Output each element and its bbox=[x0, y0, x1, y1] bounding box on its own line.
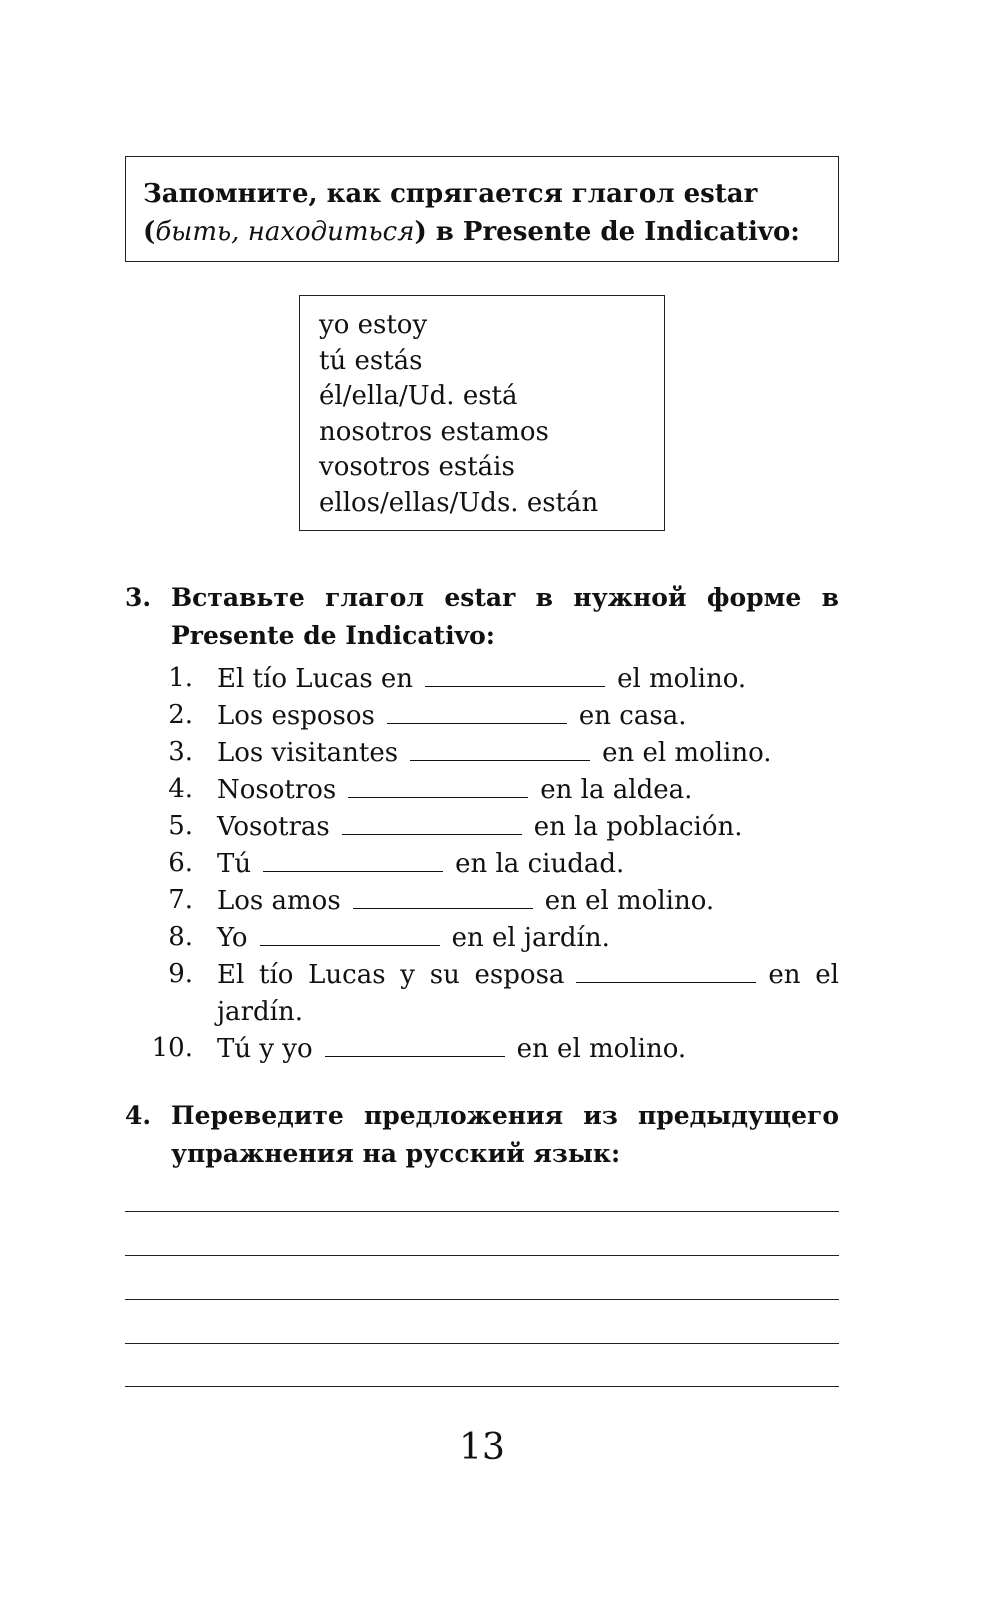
exercise-item bbox=[125, 882, 839, 919]
conjugation-line: él/ella/Ud. está bbox=[319, 381, 518, 411]
item-text-after: en el jardín. bbox=[217, 960, 839, 1027]
item-text-after: en la población. bbox=[533, 812, 743, 842]
item-number: 3. bbox=[168, 737, 193, 767]
item-number: 6. bbox=[168, 848, 193, 878]
item-number: 7. bbox=[168, 885, 193, 915]
answer-blank[interactable] bbox=[353, 882, 533, 909]
rule-line-1: Запомните, как спрягается глагол estar bbox=[143, 179, 758, 209]
item-text-before: Vosotras bbox=[217, 812, 330, 842]
exercise-item bbox=[125, 734, 839, 771]
exercise-item bbox=[125, 771, 839, 808]
writing-line[interactable] bbox=[125, 1211, 839, 1212]
item-text-after: en el jardín. bbox=[451, 923, 610, 953]
conjugation-line: yo estoy bbox=[319, 310, 428, 340]
exercise-item bbox=[125, 660, 839, 697]
item-text-before: Tú bbox=[217, 849, 252, 879]
writing-line[interactable] bbox=[125, 1386, 839, 1387]
item-text-after: en el molino. bbox=[602, 738, 772, 768]
item-text-after: el molino. bbox=[617, 664, 747, 694]
rule-line-2: ) в Presente de Indicativo: bbox=[414, 217, 800, 247]
rule-box bbox=[125, 156, 839, 262]
conjugation-box bbox=[299, 295, 665, 531]
writing-line[interactable] bbox=[125, 1255, 839, 1256]
item-text-before: Nosotros bbox=[217, 775, 337, 805]
exercise-3-heading bbox=[125, 579, 839, 655]
answer-blank[interactable] bbox=[260, 919, 440, 946]
item-text-before: El tío Lucas y su esposa bbox=[217, 960, 565, 990]
item-number: 4. bbox=[168, 774, 193, 804]
item-number: 8. bbox=[168, 922, 193, 952]
answer-blank[interactable] bbox=[387, 697, 567, 724]
exercise-item bbox=[125, 697, 839, 734]
conjugation-line: vosotros estáis bbox=[319, 452, 515, 482]
writing-line[interactable] bbox=[125, 1299, 839, 1300]
item-text-after: en la ciudad. bbox=[455, 849, 625, 879]
item-text-before: El tío Lucas en bbox=[217, 664, 414, 694]
item-number: 1. bbox=[168, 663, 193, 693]
exercise-item bbox=[125, 919, 839, 956]
exercise-item bbox=[125, 808, 839, 845]
exercise-4-number: 4. bbox=[125, 1101, 152, 1130]
answer-blank[interactable] bbox=[342, 808, 522, 835]
writing-line[interactable] bbox=[125, 1343, 839, 1344]
item-text-after: en el molino. bbox=[544, 886, 715, 916]
conjugation-line: nosotros estamos bbox=[319, 416, 549, 447]
exercise-3-items bbox=[125, 660, 839, 1067]
answer-blank[interactable] bbox=[263, 845, 443, 872]
item-text-after: en casa. bbox=[578, 701, 687, 731]
conjugation-line: tú estás bbox=[319, 345, 423, 376]
exercise-3-instruction: Вставьте глагол estar в нужной форме в Presente de Indicativo: bbox=[171, 583, 839, 650]
exercise-4-instruction: Переведите предложения из предыдущего упражнения на русский язык: bbox=[171, 1101, 839, 1168]
exercise-item bbox=[125, 956, 839, 1030]
page-number: 13 bbox=[459, 1427, 505, 1468]
rule-open-paren: ( bbox=[143, 217, 156, 247]
item-text-before: Los amos bbox=[217, 886, 341, 916]
rule-gloss: быть, находиться bbox=[155, 217, 415, 247]
item-number: 5. bbox=[168, 811, 193, 841]
item-text-before: Tú y yo bbox=[217, 1034, 313, 1064]
item-number: 9. bbox=[168, 959, 193, 989]
answer-blank[interactable] bbox=[576, 956, 756, 983]
answer-blank[interactable] bbox=[410, 734, 590, 761]
item-text-after: en el molino. bbox=[516, 1034, 687, 1064]
answer-blank[interactable] bbox=[325, 1030, 505, 1057]
exercise-item bbox=[125, 845, 839, 882]
item-text-before: Los esposos bbox=[217, 701, 375, 731]
item-text-after: en la aldea. bbox=[540, 775, 693, 805]
item-text-before: Los visitantes bbox=[217, 738, 399, 768]
exercise-3-number: 3. bbox=[125, 583, 152, 612]
answer-blank[interactable] bbox=[425, 660, 605, 687]
exercise-4-heading bbox=[125, 1097, 839, 1173]
conjugation-line: ellos/ellas/Uds. están bbox=[319, 487, 599, 518]
exercise-item bbox=[125, 1030, 839, 1067]
item-text-before: Yo bbox=[217, 923, 248, 953]
answer-blank[interactable] bbox=[348, 771, 528, 798]
item-number: 2. bbox=[168, 700, 193, 730]
item-number: 10. bbox=[151, 1033, 193, 1063]
